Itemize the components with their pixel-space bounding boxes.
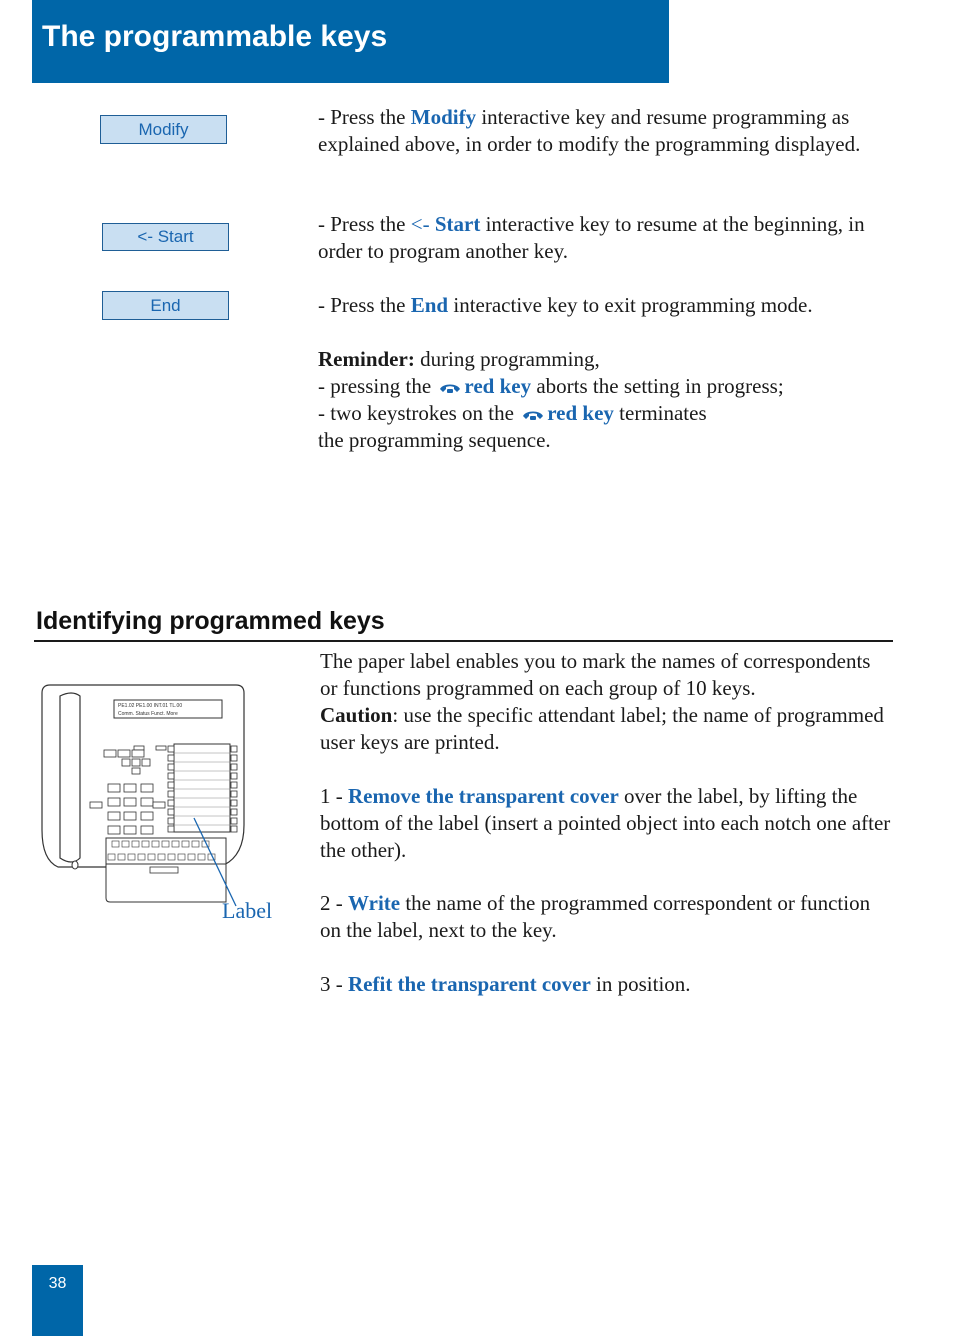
start-instruction bbox=[318, 211, 898, 265]
reminder-line bbox=[318, 373, 898, 400]
step-2 bbox=[320, 890, 892, 944]
instruction-text: interactive key and resume programming as explained above, in order to modify the programming displayed. bbox=[318, 105, 861, 156]
reminder-text: aborts the setting in progress; bbox=[531, 374, 784, 398]
end-softkey: End bbox=[102, 291, 229, 320]
reminder-line: the programming sequence. bbox=[318, 428, 551, 452]
modify-instruction bbox=[318, 104, 898, 158]
step-text: the name of the programmed correspondent or function on the label, next to the key. bbox=[320, 891, 871, 942]
keyword-red-key: red key bbox=[547, 401, 614, 425]
hang-up-handset-icon bbox=[439, 381, 461, 395]
keyword-modify: Modify bbox=[410, 105, 477, 129]
display-line-2: Comm. Status Funct. More bbox=[118, 711, 178, 717]
start-softkey: <- Start bbox=[102, 223, 229, 251]
page-number: 38 bbox=[48, 1275, 67, 1292]
keyword-arrow: <- bbox=[410, 212, 435, 236]
step-3 bbox=[320, 971, 892, 998]
step-number: 3 - bbox=[320, 972, 348, 996]
instruction-text: - Press the bbox=[318, 212, 411, 236]
page-number-tab bbox=[32, 1265, 83, 1336]
reminder-text: terminates bbox=[613, 401, 707, 425]
label-notch bbox=[150, 867, 178, 873]
hang-up-handset-icon bbox=[522, 408, 544, 422]
display-line-1: PE1.02 PE1.00 INT.01 TL.00 bbox=[118, 703, 183, 709]
caution-line bbox=[320, 702, 892, 756]
instruction-text: interactive key to resume at the beginning, in order to program another key. bbox=[318, 212, 865, 263]
intro-text: The paper label enables you to mark the names of correspondents or functions programmed on each group of 10 keys. bbox=[320, 649, 871, 700]
reminder-line bbox=[318, 346, 898, 373]
step-number: 2 - bbox=[320, 891, 348, 915]
header-band bbox=[32, 0, 669, 83]
step-keyword: Remove the transparent cover bbox=[348, 784, 619, 808]
keyword-end: End bbox=[410, 293, 449, 317]
handset-clip bbox=[72, 861, 78, 869]
reminder-line bbox=[318, 400, 898, 427]
reminder-intro: during programming, bbox=[414, 347, 600, 371]
instruction-text: interactive key to exit programming mode. bbox=[448, 293, 813, 317]
modify-softkey: Modify bbox=[100, 115, 227, 144]
step-text: in position. bbox=[590, 972, 691, 996]
handset bbox=[60, 693, 80, 862]
label-intro bbox=[320, 648, 892, 756]
step-keyword: Write bbox=[348, 891, 401, 915]
reminder-block bbox=[318, 346, 898, 454]
instruction-text: - Press the bbox=[318, 105, 411, 129]
end-instruction bbox=[318, 292, 898, 319]
step-keyword: Refit the transparent cover bbox=[348, 972, 591, 996]
section-divider bbox=[34, 640, 893, 642]
section-heading: Identifying programmed keys bbox=[36, 607, 385, 635]
page-title: The programmable keys bbox=[42, 20, 388, 53]
phone-illustration bbox=[38, 680, 288, 925]
reminder-label: Reminder: bbox=[318, 347, 415, 371]
keyword-start: Start bbox=[434, 212, 481, 236]
instruction-text: - Press the bbox=[318, 293, 411, 317]
step-number: 1 - bbox=[320, 784, 348, 808]
key-label-area bbox=[174, 744, 230, 832]
step-text: over the label, by lifting the bottom of the label (insert a pointed object into each notch one after the other). bbox=[320, 784, 891, 862]
reminder-text: - pressing the bbox=[318, 374, 437, 398]
reminder-text: - two keystrokes on the bbox=[318, 401, 520, 425]
label-callout: Label bbox=[222, 898, 273, 923]
caution-label: Caution bbox=[320, 703, 393, 727]
step-1 bbox=[320, 783, 892, 864]
keyword-red-key: red key bbox=[464, 374, 532, 398]
caution-text: : use the specific attendant label; the name of programmed user keys are printed. bbox=[320, 703, 884, 754]
